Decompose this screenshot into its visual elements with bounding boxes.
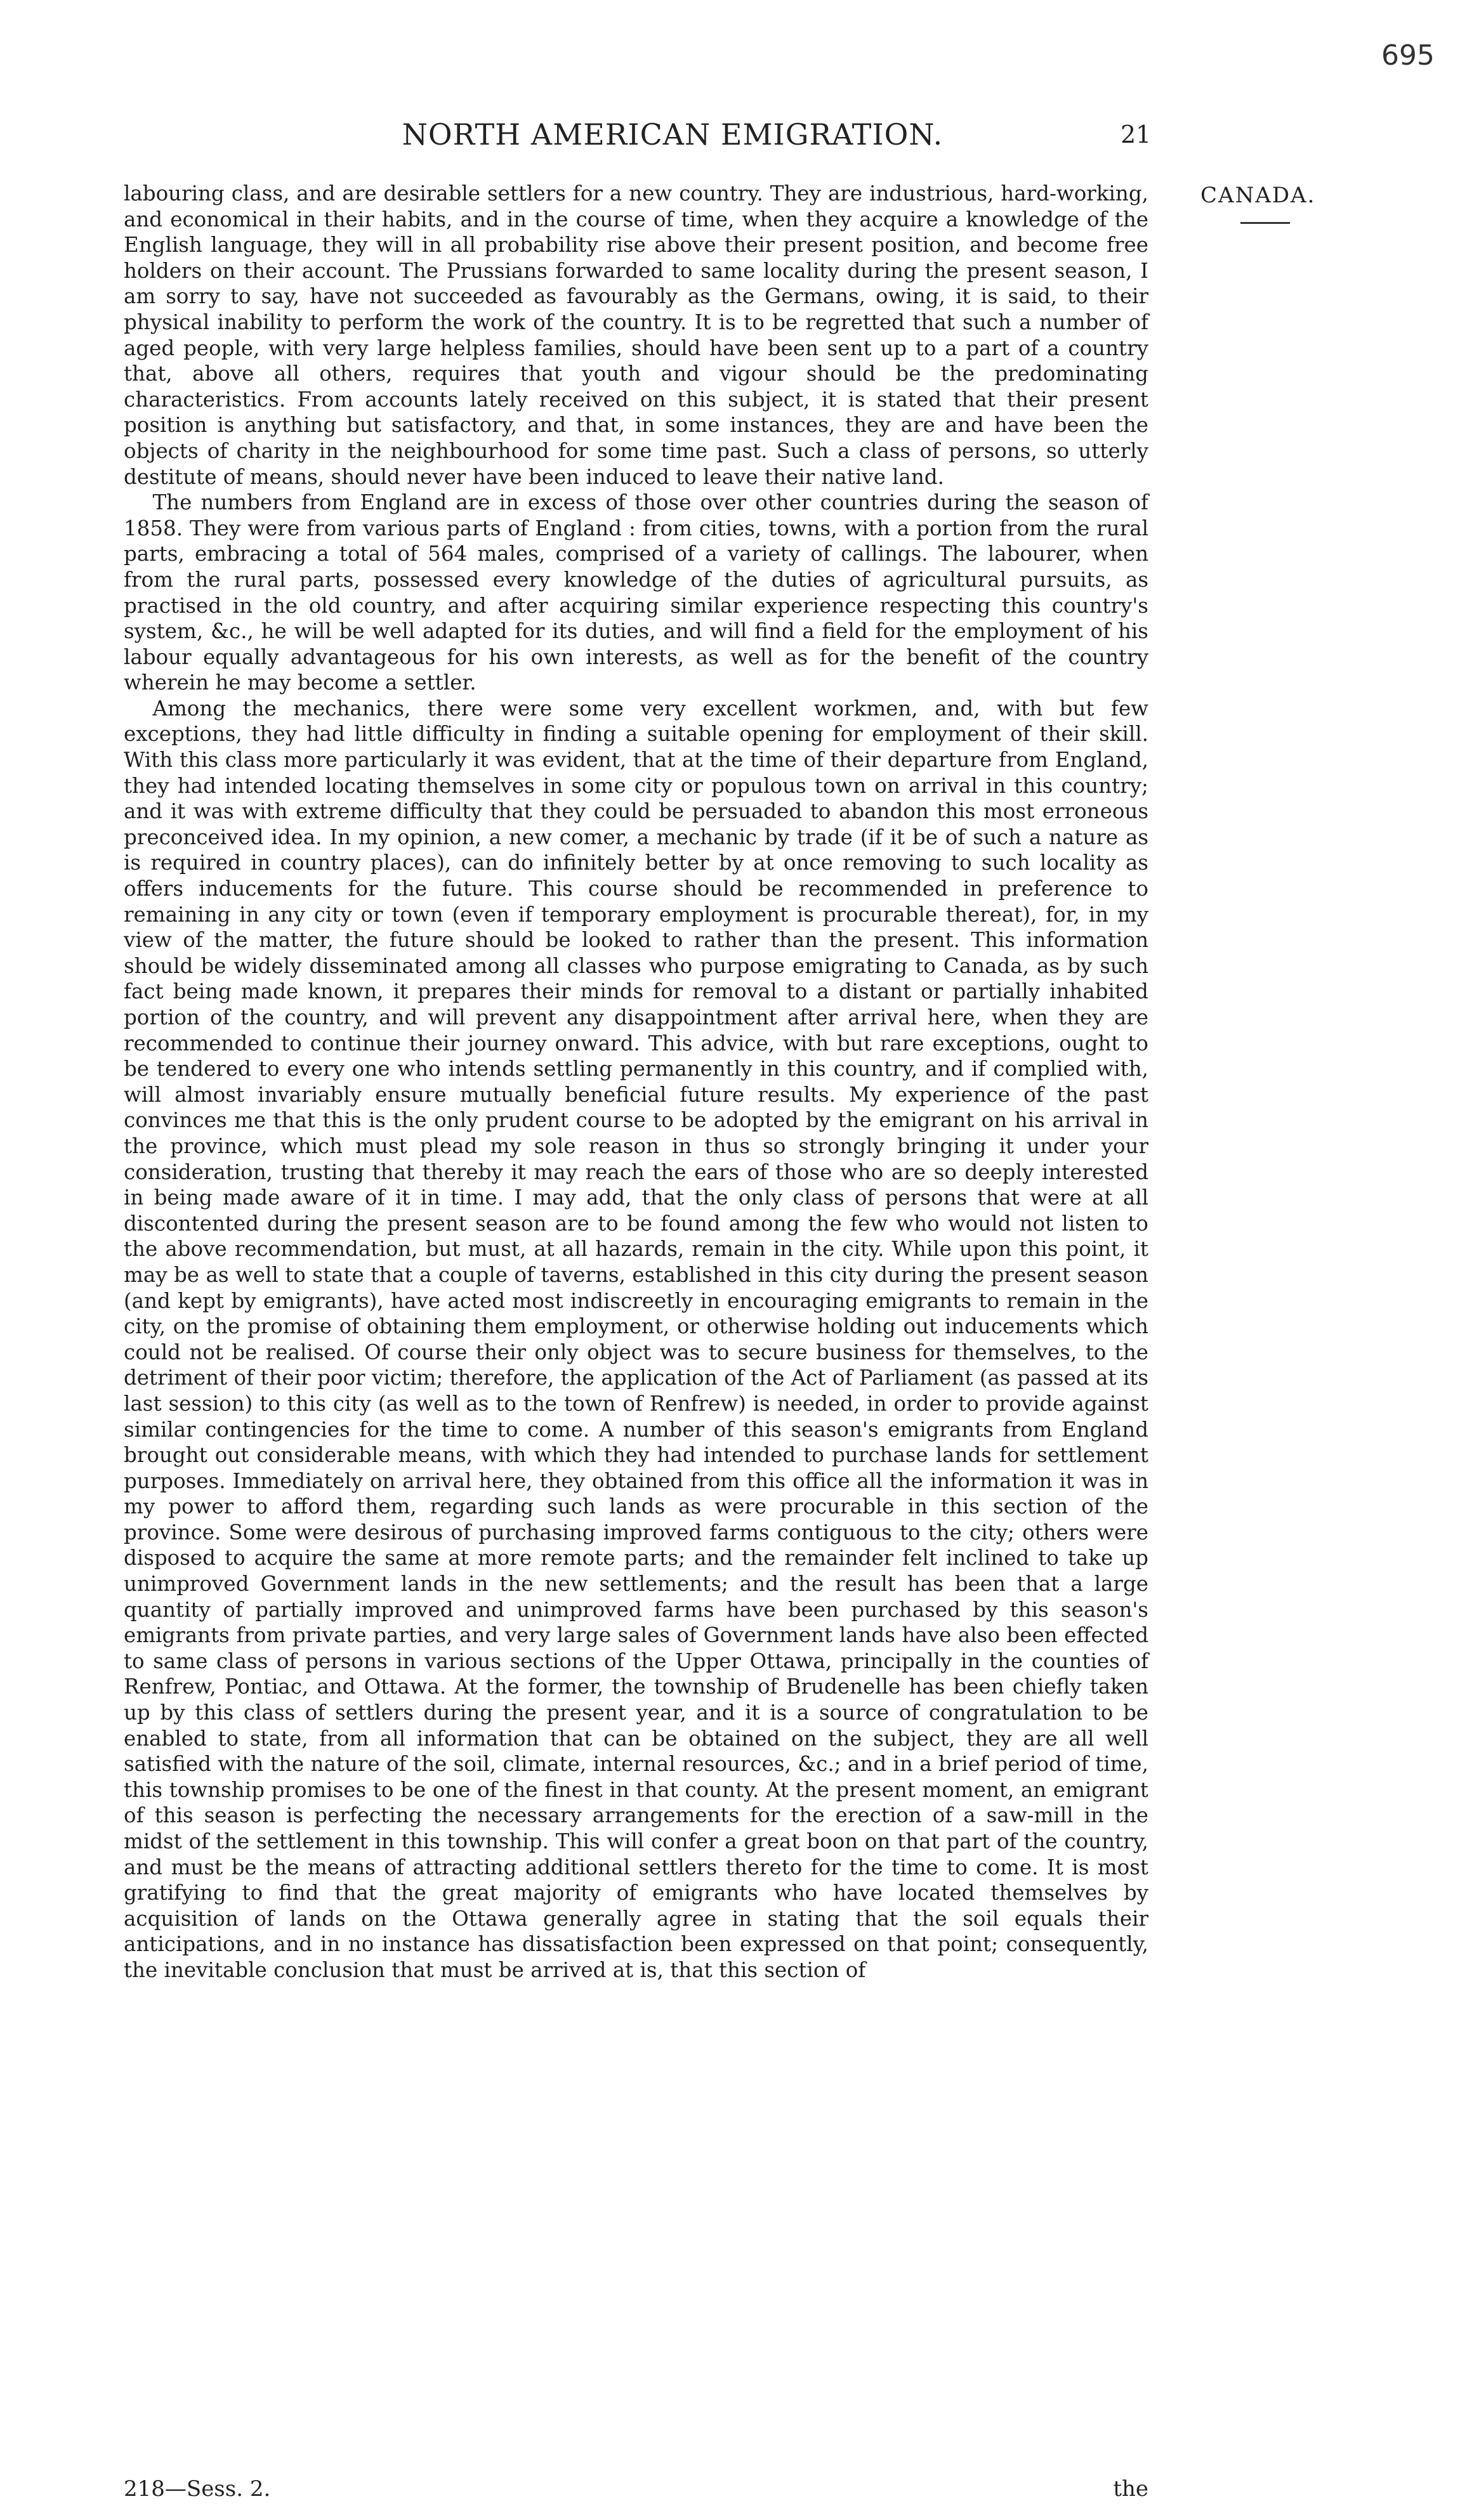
- body-text: [124, 181, 1148, 1983]
- paragraph-1: labouring class, and are desirable settlers for a new country. They are industrious, hard-working, and economical in their habits, and in the course of time, when they acquire a knowledge of the English language, they will in all probability rise above their present position, and become free holders on their account. The Prussians forwarded to same locality during the present season, I am sorry to say, have not succeeded as favourably as the Germans, owing, it is said, to their physical inability to perform the work of the country. It is to be regretted that such a number of aged people, with very large helpless families, should have been sent up to a part of a country that, above all others, requires that youth and vigour should be the predominating characteristics. From accounts lately received on this subject, it is stated that their present position is anything but satisfactory, and that, in some instances, they are and have been the objects of charity in the neighbourhood for some time past. Such a class of persons, so utterly destitute of means, should never have been induced to leave their native land.: [124, 181, 1148, 489]
- page-number: 695: [1381, 39, 1435, 72]
- margin-note: CANADA.: [1200, 183, 1316, 208]
- footer-signature: 218—Sess. 2.: [124, 2476, 271, 2502]
- paragraph-3: Among the mechanics, there were some very excellent workmen, and, with but few exceptions, they had little difficulty in finding a suitable opening for employment of their skill. With this class more particularly it was evident, that at the time of their departure from England, they had intended locating themselves in some city or populous town on arrival in this country; and it was with extreme difficulty that they could be persuaded to abandon this most erroneous preconceived idea. In my opinion, a new comer, a mechanic by trade (if it be of such a nature as is required in country places), can do infinitely better by at once removing to such locality as offers inducements for the future. This course should be recommended in preference to remaining in any city or town (even if temporary employment is procurable thereat), for, in my view of the matter, the future should be looked to rather than the present. This information should be widely disseminated among all classes who purpose emigrating to Canada, as by such fact being made known, it prepares their minds for removal to a distant or partially inhabited portion of the country, and will prevent any disappointment after arrival here, when they are recommended to continue their journey onward. This advice, with but rare exceptions, ought to be tendered to every one who intends settling permanently in this country, and if complied with, will almost invariably ensure mutually beneficial future results. My experience of the past convinces me that this is the only prudent course to be adopted by the emigrant on his arrival in the province, which must plead my sole reason in thus so strongly bringing it under your consideration, trusting that thereby it may reach the ears of those who are so deeply interested in being made aware of it in time. I may add, that the only class of persons that were at all discontented during the present season are to be found among the few who would not listen to the above recommendation, but must, at all hazards, remain in the city. While upon this point, it may be as well to state that a couple of taverns, established in this city during the present season (and kept by emigrants), have acted most indiscreetly in encouraging emigrants to remain in the city, on the promise of obtaining them employment, or otherwise holding out inducements which could not be realised. Of course their only object was to secure business for themselves, to the detriment of their poor victim; therefore, the application of the Act of Parliament (as passed at its last session) to this city (as well as to the town of Renfrew) is needed, in order to provide against similar contingencies for the time to come. A number of this season's emigrants from England brought out considerable means, with which they had intended to purchase lands for settlement purposes. Immediately on arrival here, they obtained from this office all the information it was in my power to afford them, regarding such lands as were procurable in this section of the province. Some were desirous of purchasing improved farms contiguous to the city; others were disposed to acquire the same at more remote parts; and the remainder felt inclined to take up unimproved Government lands in the new settlements; and the result has been that a large quantity of partially improved and unimproved farms have been purchased by this season's emigrants from private parties, and very large sales of Government lands have also been effected to same class of persons in various sections of the Upper Ottawa, principally in the counties of Renfrew, Pontiac, and Ottawa. At the former, the township of Brudenelle has been chiefly taken up by this class of settlers during the present year, and it is a source of congratulation to be enabled to state, from all information that can be obtained on the subject, they are all well satisfied with the nature of the soil, climate, internal resources, &c.; and in a brief period of time, this township promises to be one of the finest in that county. At the present moment, an emigrant of this season is perfecting the necessary arrangements for the erection of a saw-mill in the midst of the settlement in this township. This will confer a great boon on that part of the country, and must be the means of attracting additional settlers thereto for the time to come. It is most gratifying to find that the great majority of emigrants who have located themselves by acquisition of lands on the Ottawa generally agree in stating that the soil equals their anticipations, and in no instance has dissatisfaction been expressed on that point; consequently, the inevitable conclusion that must be arrived at is, that this section of: [124, 696, 1148, 1982]
- margin-rule: [1240, 222, 1290, 224]
- paragraph-2: The numbers from England are in excess of those over other countries during the season of 1858. They were from various parts of England : from cities, towns, with a portion from the rural parts, embracing a total of 564 males, comprised of a variety of callings. The labourer, when from the rural parts, possessed every knowledge of the duties of agricultural pursuits, as practised in the old country, and after acquiring similar experience respecting this country's system, &c., he will be well adapted for its duties, and will find a field for the employment of his labour equally advantageous for his own interests, as well as for the benefit of the country wherein he may become a settler.: [124, 490, 1148, 695]
- catchword: the: [1113, 2476, 1148, 2502]
- running-head: NORTH AMERICAN EMIGRATION.: [402, 117, 943, 152]
- running-page-number: 21: [1121, 121, 1152, 148]
